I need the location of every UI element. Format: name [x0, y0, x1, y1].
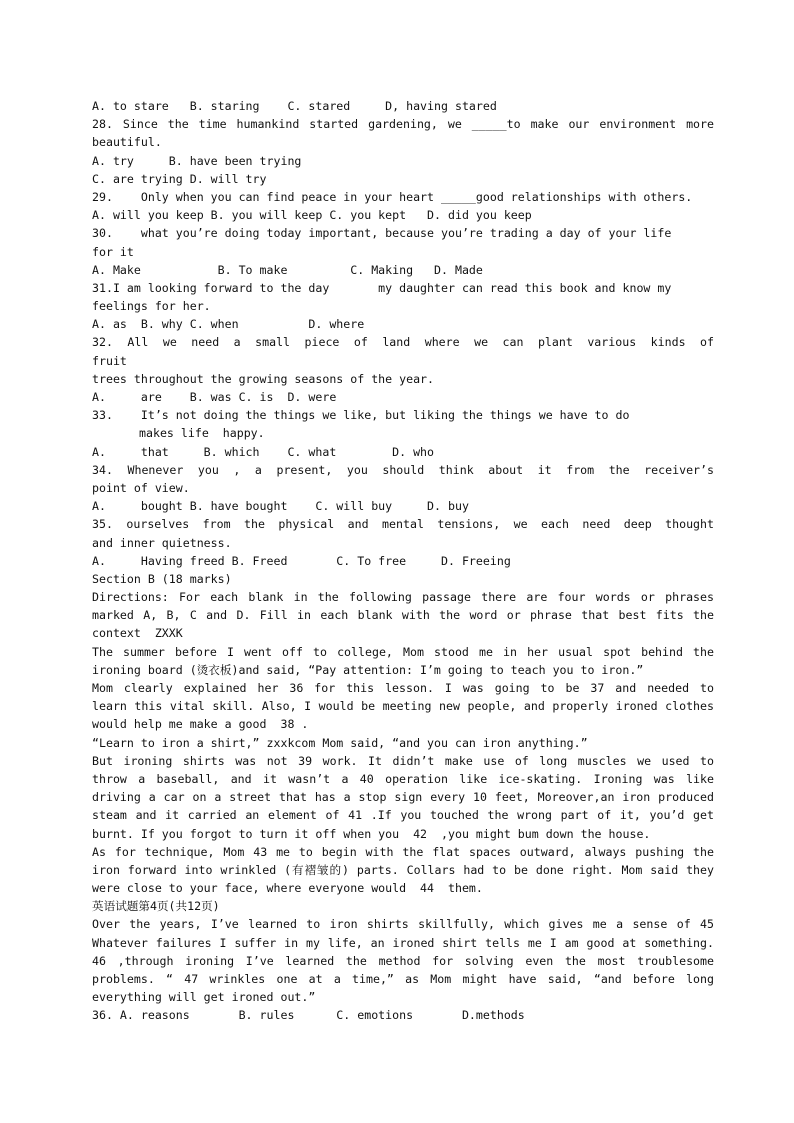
- text-line: 31.I am looking forward to the day my daughter can read this book and know my: [92, 280, 672, 295]
- text-line: makes life happy.: [139, 426, 265, 441]
- text-line: point of view.: [92, 480, 190, 495]
- text-line: problems. “ 47 wrinkles one at a time,” as Mom might have said, “and before long: [92, 972, 714, 986]
- text-line: A. as B. why C. when D. where: [92, 317, 365, 332]
- text-line: 46 ,through ironing I’ve learned the method for solving even the most troublesome: [92, 953, 714, 968]
- text-line: Section B (18 marks): [92, 571, 232, 586]
- text-line: Over the years, I’ve learned to iron shirts skillfully, which gives me a sense of 45: [92, 917, 714, 932]
- text-line: A. Make B. To make C. Making D. Made: [92, 262, 483, 277]
- text-line: C. are trying D. will try: [92, 171, 267, 186]
- text-line: iron forward into wrinkled (有褶皱的) parts. Collars had to be done right. Mom said they: [92, 862, 714, 877]
- text-line: A. will you keep B. you will keep C. you kept D. did you keep: [92, 208, 532, 223]
- text-line: driving a car on a street that has a stop sign every 10 feet, Moreover,an iron produced: [92, 790, 714, 805]
- text-line: A. bought B. have bought C. will buy D. buy: [92, 499, 469, 514]
- text-line: A. that B. which C. what D. who: [92, 444, 435, 459]
- text-line: beautiful.: [92, 135, 162, 150]
- text-line: 32. All we need a small piece of land where we can plant various kinds of: [92, 335, 714, 350]
- text-line: burnt. If you forgot to turn it off when you 42 ,you might bum down the house.: [92, 826, 651, 841]
- text-line: and inner quietness.: [92, 535, 232, 550]
- text-line: 33. It’s not doing the things we like, but liking the things we have to do: [92, 408, 630, 423]
- text-line: feelings for her.: [92, 299, 211, 314]
- text-line: 35. ourselves from the physical and mental tensions, we each need deep thought: [92, 517, 714, 532]
- text-line: steam and it carried an element of 41 .If you touched the wrong part of it, you’d get: [92, 808, 714, 823]
- text-line: would help me make a good 38 .: [92, 717, 309, 732]
- text-line: Mom clearly explained her 36 for this lesson. I was going to be 37 and needed to: [92, 681, 714, 695]
- text-line: 英语试题第4页(共12页): [92, 899, 220, 914]
- text-line: 29. Only when you can find peace in your heart _____good relationships with others.: [92, 189, 693, 204]
- text-line: “Learn to iron a shirt,” zxxkcom Mom said, “and you can iron anything.”: [92, 735, 588, 750]
- text-line: ironing board (烫衣板)and said, “Pay attention: I’m going to teach you to iron.”: [92, 662, 644, 677]
- text-line: 36. A. reasons B. rules C. emotions D.methods: [92, 1008, 525, 1023]
- text-line: A. are B. was C. is D. were: [92, 390, 337, 404]
- text-line: 30. what you’re doing today important, because you’re trading a day of your life: [92, 226, 672, 241]
- text-line: Whatever failures I suffer in my life, an ironed shirt tells me I am good at something.: [92, 935, 714, 950]
- document-page: [92, 97, 714, 1025]
- text-line: The summer before I went off to college, Mom stood me in her usual spot behind the: [92, 644, 714, 659]
- text-line: were close to your face, where everyone would 44 them.: [92, 881, 483, 896]
- text-line: for it: [92, 244, 134, 259]
- text-line: trees throughout the growing seasons of the year.: [92, 371, 435, 386]
- text-line: 34. Whenever you , a present, you should think about it from the receiver’s: [92, 462, 714, 477]
- text-line: marked A, B, C and D. Fill in each blank with the word or phrase that best fits the: [92, 608, 714, 623]
- text-line: As for technique, Mom 43 me to begin with the flat spaces outward, always pushing the: [92, 844, 714, 859]
- text-line: fruit: [92, 353, 127, 368]
- text-line: But ironing shirts was not 39 work. It didn’t make use of long muscles we used to: [92, 753, 714, 768]
- text-line: learn this vital skill. Also, I would be meeting new people, and properly ironed clothes: [92, 699, 714, 714]
- text-line: everything will get ironed out.”: [92, 990, 316, 1005]
- text-line: A. to stare B. staring C. stared D, having stared: [92, 99, 497, 113]
- text-line: A. try B. have been trying: [92, 153, 302, 168]
- text-line: context ZXXK: [92, 626, 183, 641]
- text-line: throw a baseball, and it wasn’t a 40 operation like ice-skating. Ironing was like: [92, 771, 714, 786]
- text-line: Directions: For each blank in the following passage there are four words or phrases: [92, 590, 714, 605]
- text-line: 28. Since the time humankind started gardening, we _____to make our environment more: [92, 117, 714, 132]
- text-line: A. Having freed B. Freed C. To free D. Freeing: [92, 553, 511, 568]
